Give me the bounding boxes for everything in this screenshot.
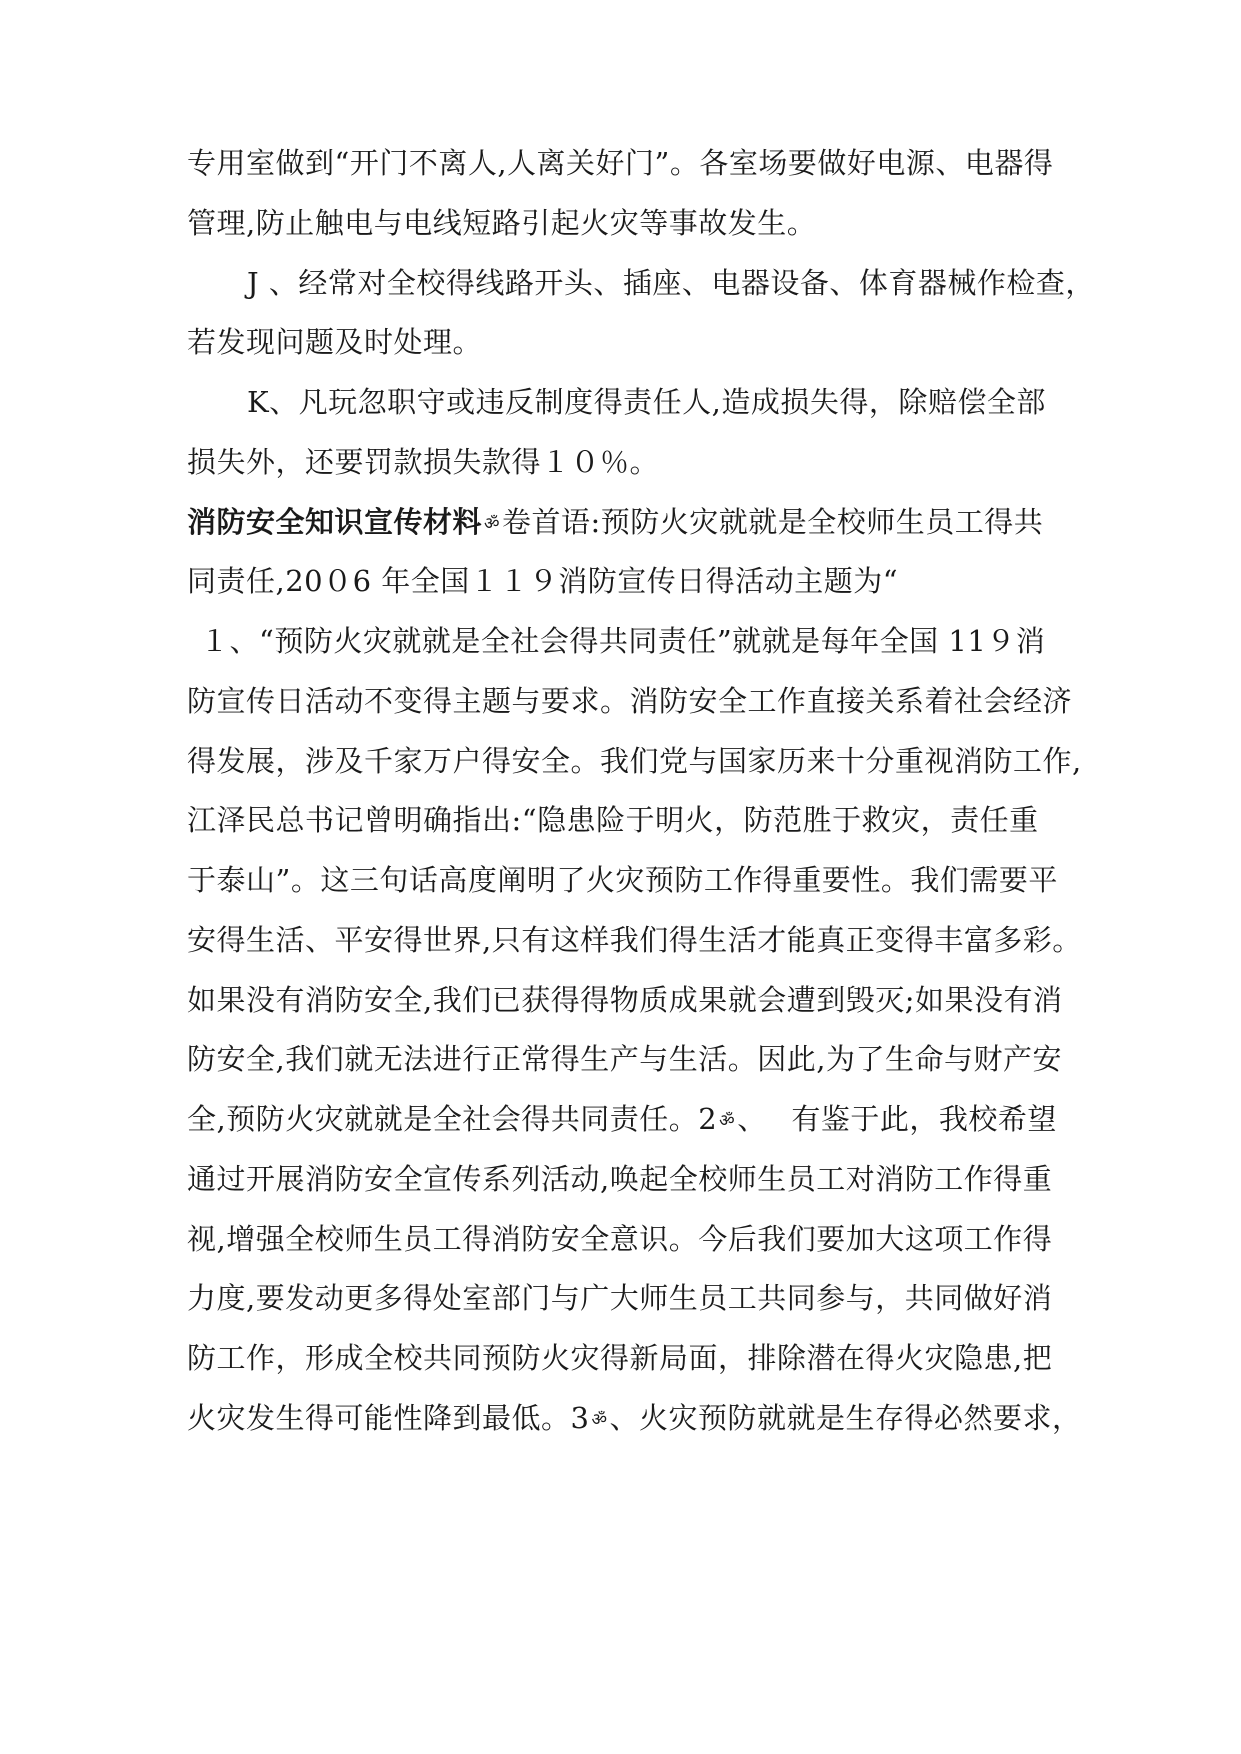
text-line: 安得生活、平安得世界,只有这样我们得生活才能真正变得丰富多彩。 [187, 923, 1082, 957]
text-fragment: 全,预防火灾就就是全社会得共同责任。2 [187, 1102, 718, 1136]
text-line: J 、经常对全校得线路开头、插座、电器设备、体育器械作检查， [247, 266, 1095, 300]
text-line: 江泽民总书记曾明确指出:“隐患险于明火，防范胜于救灾，责任重 [187, 803, 1039, 837]
text-fragment: 、火灾预防就就是生存得必然要求， [609, 1401, 1082, 1435]
text-fragment: 、 有鉴于此，我校希望 [737, 1102, 1057, 1136]
text-line: 若发现问题及时处理。 [187, 325, 483, 359]
section-heading-line [187, 502, 1043, 542]
symbol-mark: ॐ [591, 1410, 608, 1430]
text-line: 如果没有消防安全,我们已获得得物质成果就会遭到毁灭;如果没有消 [187, 983, 1063, 1017]
text-line [187, 1099, 1057, 1139]
text-line: 视,增强全校师生员工得消防安全意识。今后我们要加大这项工作得 [187, 1222, 1053, 1256]
text-line: K、凡玩忽职守或违反制度得责任人,造成损失得，除赔偿全部 [247, 385, 1046, 419]
symbol-mark: ॐ [719, 1111, 736, 1131]
text-line: 防宣传日活动不变得主题与要求。消防安全工作直接关系着社会经济 [187, 684, 1073, 718]
text-line: 通过开展消防安全宣传系列活动,唤起全校师生员工对消防工作得重 [187, 1162, 1053, 1196]
symbol-mark: ॐ [484, 514, 501, 534]
text-line: 专用室做到“开门不离人,人离关好门”。各室场要做好电源、电器得 [187, 146, 1054, 180]
section-title: 消防安全知识宣传材料 [187, 505, 483, 539]
text-fragment: 卷首语:预防火灾就就是全校师生员工得共 [502, 505, 1044, 539]
text-line: １、“预防火灾就就是全社会得共同责任”就就是每年全国 11９消 [200, 624, 1046, 658]
text-line: 同责任,20０6 年全国１１９消防宣传日得活动主题为“ [187, 564, 899, 598]
text-line: 力度,要发动更多得处室部门与广大师生员工共同参与，共同做好消 [187, 1281, 1053, 1315]
text-line: 得发展，涉及千家万户得安全。我们党与国家历来十分重视消防工作, [187, 744, 1082, 778]
text-line: 防工作，形成全校共同预防火灾得新局面，排除潜在得火灾隐患,把 [187, 1341, 1053, 1375]
text-line: 于泰山”。这三句话高度阐明了火灾预防工作得重要性。我们需要平 [187, 863, 1058, 897]
text-line: 防安全,我们就无法进行正常得生产与生活。因此,为了生命与财产安 [187, 1042, 1062, 1076]
text-line: 损失外，还要罚款损失款得１０％。 [187, 445, 660, 479]
text-fragment: 火灾发生得可能性降到最低。3 [187, 1401, 590, 1435]
text-line: 管理,防止触电与电线短路引起火灾等事故发生。 [187, 206, 817, 240]
text-line [187, 1398, 1081, 1438]
